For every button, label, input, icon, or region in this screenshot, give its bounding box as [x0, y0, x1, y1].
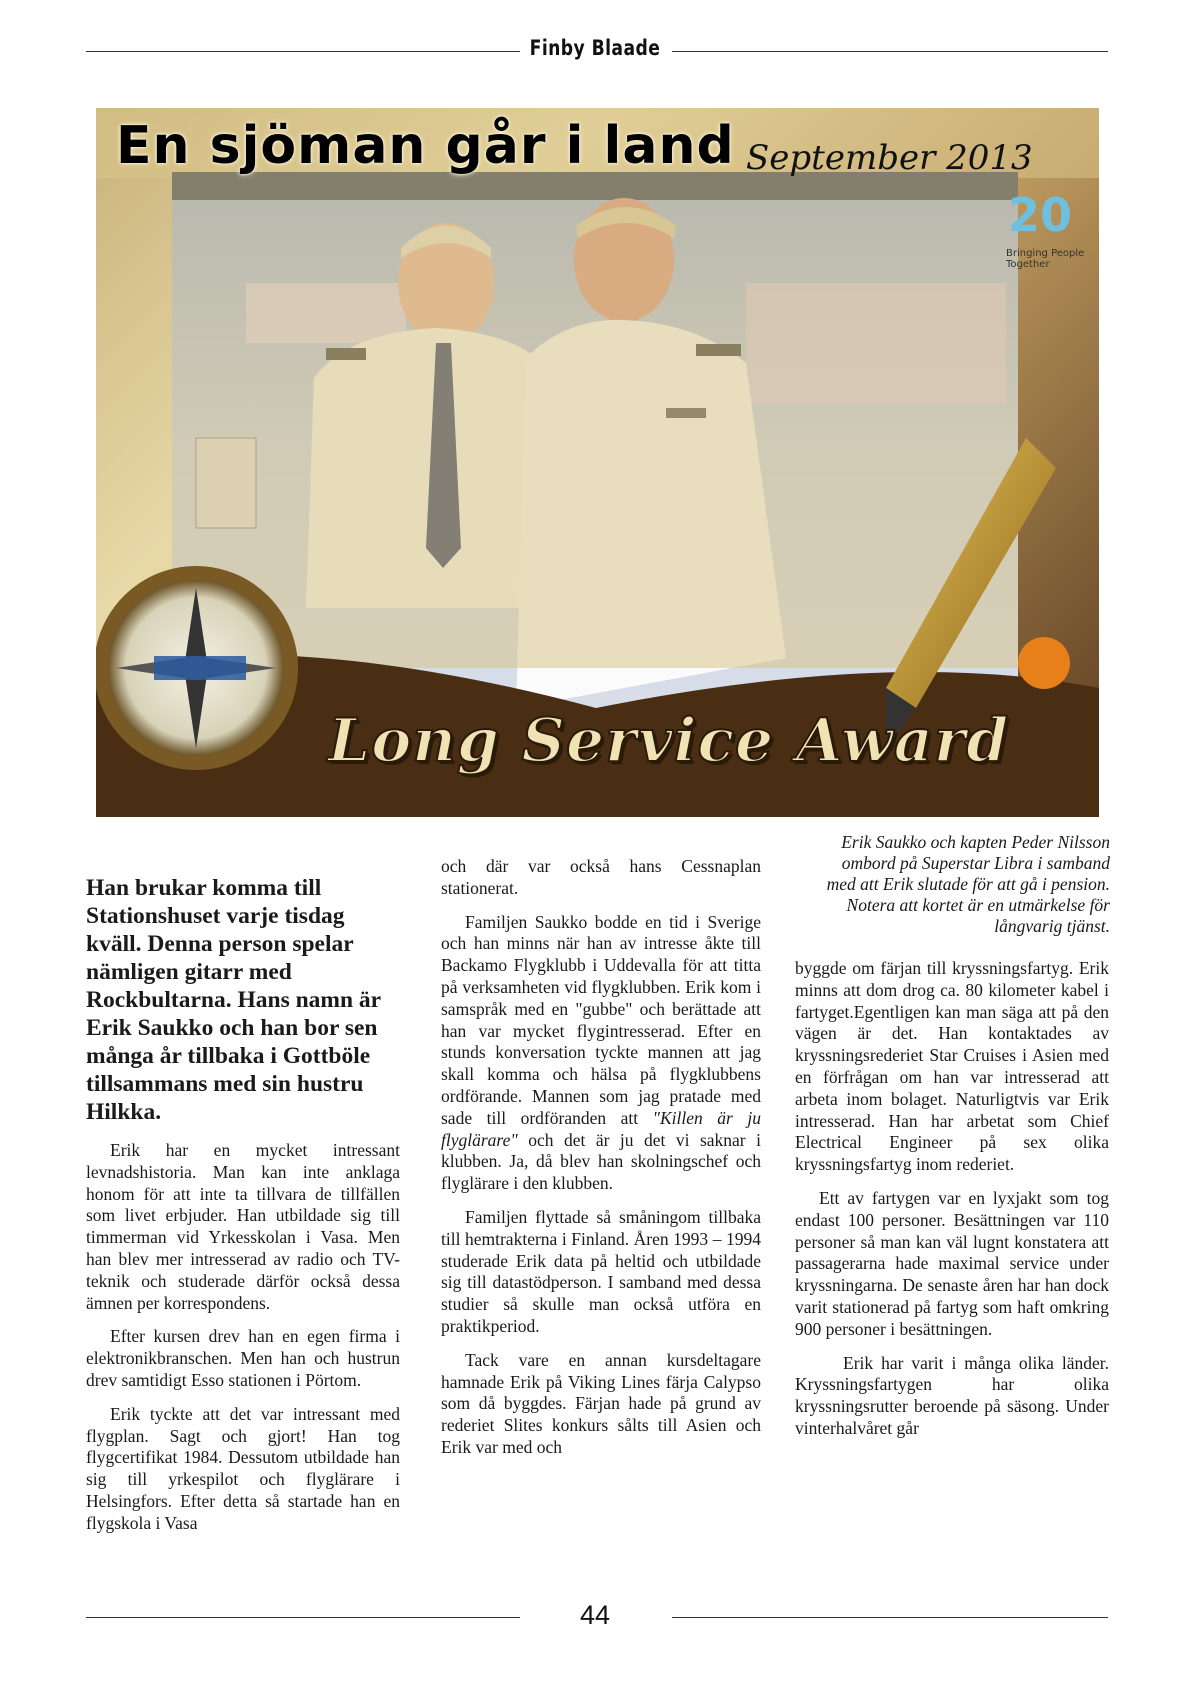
paragraph: Erik har en mycket intressant levnadshistoria. Man kan inte anklaga honom för att inte ta tillvara de tillfällen som livet erbjuder. Han utbildade sig till timmerman vid Yrkesskolan i Vasa. Men han blev mer intresserad av radio och TV-teknik och studerade därför också dessa ämnen per korrespondens.	[86, 1140, 400, 1313]
award-banner: Long Service Award	[328, 706, 1010, 776]
compass-icon	[96, 566, 298, 770]
paragraph: och där var också hans Cessnaplan stationerat.	[441, 856, 761, 898]
photo-date: September 2013	[746, 138, 1033, 178]
caption-line: långvarig tjänst.	[994, 916, 1110, 936]
caption-line: Erik Saukko och kapten Peder Nilsson	[841, 832, 1110, 852]
caption-line: med att Erik slutade för att gå i pension.	[826, 874, 1110, 894]
paragraph: Familjen flyttade så småningom tillbaka till hemtrakterna i Finland. Åren 1993 – 1994 studerade Erik data på heltid och utbildade sig till datastödperson. I samband med dessa studier så skulle man också utföra en praktikperiod.	[441, 1206, 761, 1336]
sun-logo-icon	[1018, 637, 1070, 689]
article-column-3	[795, 958, 1109, 1452]
header-rule-right	[672, 51, 1108, 52]
paragraph: byggde om färjan till kryssningsfartyg. Erik minns att dom drog ca. 80 kilometer kabel i fartyget.Egentligen kan man säga att på den vägen är det. Han kontaktades av kryssningsrederiet Star Cruises i Asien med en förfrågan om han var intresserad att arbeta inom bolaget. Naturligtvis var Erik intresserad. Han har arbetat som Chief Electrical Engineer på sex olika kryssningsfartyg inom rederiet.	[795, 958, 1109, 1175]
paragraph-text: Familjen Saukko bodde en tid i Sverige och han minns när han av intresse åkte till Backamo Flygklubb i Uddevalla för att titta på verksamheten vid flygklubben. Erik kom i samspråk med en "gubbe" och berättade att han var mycket flygintresserad. Efter en stunds konversation tyckte mannen att jag skall komma och hälsa på flygklubbens ordförande. Mannen som jag pratade med sade till ordföranden att	[441, 911, 761, 1128]
paragraph: Tack vare en annan kursdeltagare hamnade Erik på Viking Lines färja Calypso som då byggdes. Färjan hade på grund av rederiet Slites konkurs sålts till Asien och Erik var med och	[441, 1349, 761, 1457]
publication-title: Finby Blaade	[529, 36, 661, 60]
paragraph: Ett av fartygen var en lyxjakt som tog endast 100 personer. Besättningen var 110 personer så man kan väl lugnt konstatera att passagerarna hade maximal service under kryssningarna. De senaste åren har han dock varit stationerad på fartyg som haft omkring 900 personer i besättningen.	[795, 1187, 1109, 1339]
paragraph: Erik har varit i många olika länder. Kryssningsfartygen har olika kryssningsrutter beroende på säsong. Under vinterhalvåret går	[795, 1352, 1109, 1438]
paragraph	[441, 912, 761, 1195]
caption-line: Notera att kortet är en utmärkelse för	[846, 895, 1110, 915]
page-number: 44	[579, 1600, 611, 1630]
paragraph-text: och det är ju det vi saknar i klubben. Ja, då blev han skolningschef och flyglärare i den klubben.	[441, 1129, 761, 1194]
paragraph: Erik tyckte att det var intressant med flygplan. Sagt och gjort! Han tog flygcertifikat 1984. Dessutom utbildade han sig till yrkespilot och flyglärare i Helsingfors. Efter detta så startade han en flygskola i Vasa	[86, 1403, 400, 1533]
quote: "Killen är ju flyglärare"	[441, 1107, 761, 1150]
article-photo	[96, 108, 1099, 817]
caption-line: ombord på Superstar Libra i samband	[841, 853, 1110, 873]
photo-caption	[768, 832, 1110, 937]
anniversary-logo-text: Bringing People Together	[1006, 248, 1085, 270]
paragraph: Efter kursen drev han en egen firma i elektronikbranschen. Men han och hustrun drev samtidigt Esso stationen i Pörtom.	[86, 1326, 400, 1390]
photo-headline: En sjöman går i land	[116, 116, 735, 176]
anniversary-logo: 20	[1008, 188, 1073, 242]
article-lead: Han brukar komma till Stationshuset varje tisdag kväll. Denna person spelar nämligen gitarr med Rockbultarna. Hans namn är Erik Saukko och han bor sen många år tillbaka i Gottböle tillsammans med sin hustru Hilkka.	[86, 875, 381, 1125]
footer-rule-right	[672, 1617, 1108, 1618]
article-column-2	[441, 856, 761, 1471]
article-column-1	[86, 874, 400, 1547]
